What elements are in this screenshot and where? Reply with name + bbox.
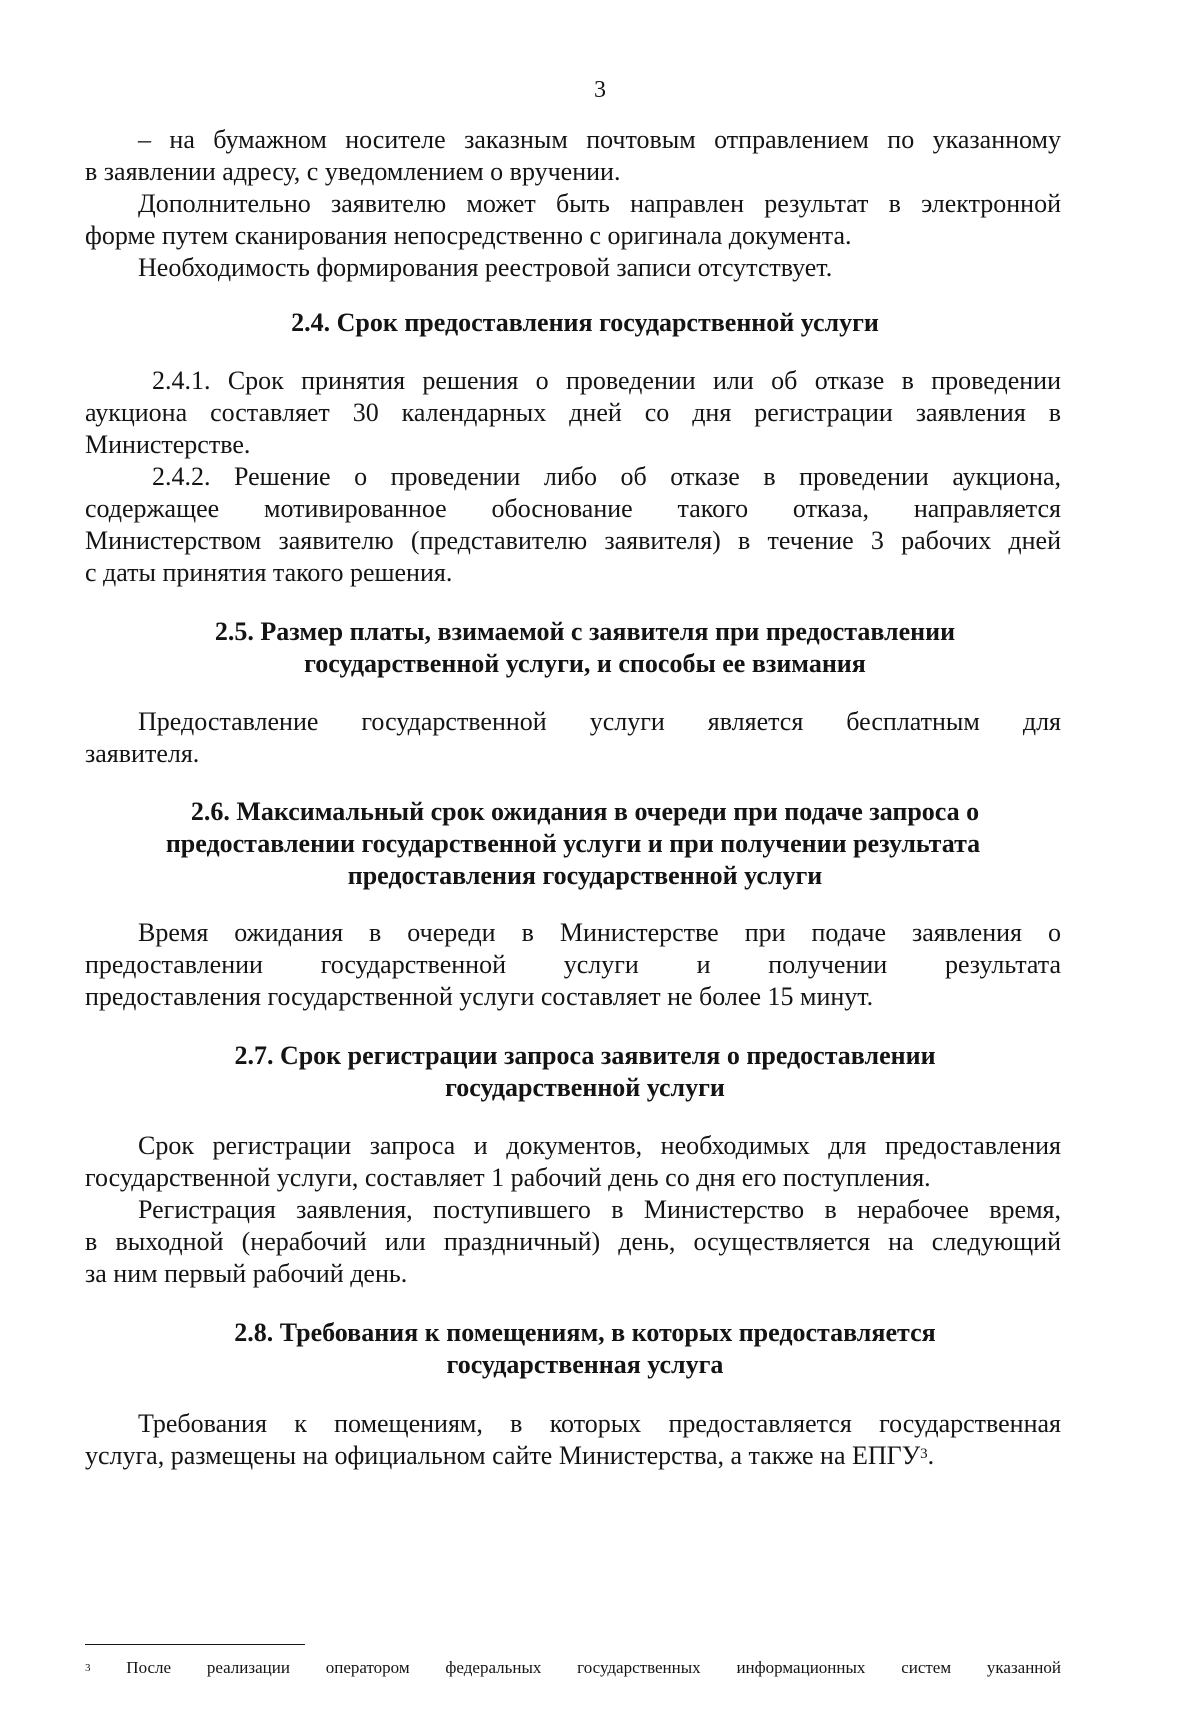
section-heading-2-8: 2.8. Требования к помещениям, в которых предоставляется	[234, 1318, 936, 1347]
paragraph-line: за ним первый рабочий день.	[85, 1259, 408, 1288]
paragraph-line: с даты принятия такого решения.	[85, 558, 453, 587]
paragraph-line: Министерством заявителю (представителю заявителя) в течение 3 рабочих дней	[85, 526, 1061, 555]
paragraph-line: содержащее мотивированное обоснование такого отказа, направляется	[85, 494, 1061, 523]
paragraph-line: 2.4.2. Решение о проведении либо об отказе в проведении аукциона,	[152, 462, 1061, 491]
footnote	[85, 1657, 1061, 1679]
footnote-mark: 3	[85, 1662, 91, 1674]
section-heading-2-6-cont: предоставления государственной услуги	[347, 861, 823, 890]
paragraph-line	[85, 1440, 1061, 1472]
section-heading-2-6-cont: предоставлении государственной услуги и при получении результата	[165, 829, 981, 858]
footnote-separator	[85, 1644, 305, 1645]
paragraph-line: государственной услуги, составляет 1 рабочий день со дня его поступления.	[85, 1163, 931, 1192]
section-heading-2-7-cont: государственной услуги	[445, 1073, 725, 1102]
paragraph-line: – на бумажном носителе заказным почтовым отправлением по указанному	[138, 125, 1061, 154]
paragraph-line: предоставлении государственной услуги и получении результата	[85, 950, 1061, 979]
section-heading-2-4: 2.4. Срок предоставления государственной услуги	[291, 308, 879, 337]
paragraph-line: Дополнительно заявителю может быть направлен результат в электронной	[138, 189, 1061, 218]
paragraph-line: Время ожидания в очереди в Министерстве при подаче заявления о	[138, 918, 1061, 947]
paragraph-line: аукциона составляет 30 календарных дней со дня регистрации заявления в	[85, 398, 1061, 427]
footnote-text: После реализации оператором федеральных государственных информационных систем указанной	[126, 1658, 1062, 1677]
paragraph-line: заявителя.	[85, 739, 200, 768]
section-heading-2-5-cont: государственной услуги, и способы ее взимания	[304, 649, 866, 678]
section-heading-2-6: 2.6. Максимальный срок ожидания в очереди при подаче запроса о	[190, 797, 980, 826]
paragraph-line: Требования к помещениям, в которых предоставляется государственная	[138, 1409, 1061, 1438]
page-number: 3	[594, 77, 606, 103]
paragraph-line: в заявлении адресу, с уведомлением о вручении.	[85, 157, 621, 186]
paragraph-line: предоставления государственной услуги составляет не более 15 минут.	[85, 982, 874, 1011]
paragraph-line: Министерстве.	[85, 430, 251, 459]
paragraph-period: .	[927, 1441, 935, 1470]
paragraph-line: Регистрация заявления, поступившего в Министерство в нерабочее время,	[138, 1195, 1061, 1224]
section-heading-2-5: 2.5. Размер платы, взимаемой с заявителя при предоставлении	[214, 617, 956, 646]
paragraph-line: Предоставление государственной услуги является бесплатным для	[138, 707, 1061, 736]
footnote-reference: 3	[920, 1446, 928, 1462]
paragraph-line: в выходной (нерабочий или праздничный) день, осуществляется на следующий	[85, 1227, 1061, 1256]
section-heading-2-8-cont: государственная услуга	[446, 1350, 724, 1379]
paragraph-line: Срок регистрации запроса и документов, необходимых для предоставления	[138, 1131, 1061, 1160]
section-heading-2-7: 2.7. Срок регистрации запроса заявителя о предоставлении	[234, 1041, 936, 1070]
paragraph-line: форме путем сканирования непосредственно с оригинала документа.	[85, 221, 852, 250]
paragraph-line: Необходимость формирования реестровой записи отсутствует.	[138, 253, 833, 282]
paragraph-line-text: услуга, размещены на официальном сайте Министерства, а также на ЕПГУ	[85, 1441, 921, 1470]
paragraph-line: 2.4.1. Срок принятия решения о проведении или об отказе в проведении	[152, 366, 1061, 395]
